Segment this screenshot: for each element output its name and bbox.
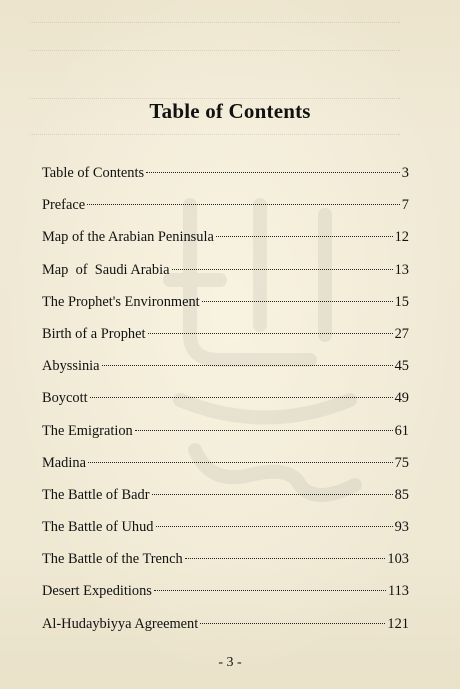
toc-entry[interactable] bbox=[42, 388, 409, 420]
dot-leader bbox=[200, 623, 385, 624]
toc-entry[interactable] bbox=[42, 485, 409, 517]
dot-leader bbox=[148, 333, 393, 334]
toc-entry[interactable] bbox=[42, 260, 409, 292]
toc-entry[interactable] bbox=[42, 163, 409, 195]
dot-leader bbox=[90, 397, 393, 398]
toc-entry-label: Preface bbox=[42, 197, 86, 214]
toc-entry-label: Map of the Arabian Peninsula bbox=[42, 229, 214, 246]
toc-entry-page: 121 bbox=[387, 615, 409, 632]
toc-entry-page: 15 bbox=[394, 293, 409, 310]
toc-entry-label: Boycott bbox=[42, 390, 88, 407]
toc-entry-label: The Emigration bbox=[42, 422, 133, 439]
toc-entry-page: 27 bbox=[394, 325, 409, 342]
dot-leader bbox=[152, 494, 393, 495]
dot-leader bbox=[202, 301, 393, 302]
toc-entry[interactable] bbox=[42, 517, 409, 549]
toc-entry[interactable] bbox=[42, 421, 409, 453]
toc-entry-label: Al-Hudaybiyya Agreement bbox=[42, 615, 199, 632]
table-of-contents bbox=[42, 163, 409, 646]
toc-entry[interactable] bbox=[42, 195, 409, 227]
toc-entry[interactable] bbox=[42, 356, 409, 388]
toc-entry-page: 13 bbox=[394, 261, 409, 278]
dot-leader bbox=[135, 430, 393, 431]
toc-entry-page: 85 bbox=[394, 486, 409, 503]
toc-entry-label: The Prophet's Environment bbox=[42, 293, 200, 310]
dot-leader bbox=[216, 236, 393, 237]
toc-entry[interactable] bbox=[42, 324, 409, 356]
toc-entry-label: Birth of a Prophet bbox=[42, 325, 146, 342]
toc-entry-label: Abyssinia bbox=[42, 358, 100, 375]
dot-leader bbox=[185, 558, 386, 559]
toc-entry-label: The Battle of Uhud bbox=[42, 519, 154, 536]
toc-entry[interactable] bbox=[42, 614, 409, 646]
toc-entry-page: 75 bbox=[394, 454, 409, 471]
toc-entry-page: 103 bbox=[387, 551, 409, 568]
toc-entry-label: Table of Contents bbox=[42, 165, 145, 181]
dot-leader bbox=[102, 365, 393, 366]
page-number: - 3 - bbox=[218, 655, 242, 670]
dot-leader bbox=[154, 590, 386, 591]
toc-entry-page: 93 bbox=[394, 519, 409, 536]
toc-entry-label: Map of Saudi Arabia bbox=[42, 261, 170, 278]
toc-entry-label: Desert Expeditions bbox=[42, 583, 152, 600]
toc-entry-page: 61 bbox=[394, 422, 409, 439]
toc-entry[interactable] bbox=[42, 549, 409, 581]
toc-entry-page: 12 bbox=[394, 229, 409, 246]
toc-entry-page: 113 bbox=[387, 583, 409, 600]
toc-entry[interactable] bbox=[42, 453, 409, 485]
toc-entry[interactable] bbox=[42, 581, 409, 613]
toc-entry[interactable] bbox=[42, 292, 409, 324]
dot-leader bbox=[88, 462, 393, 463]
dot-leader bbox=[87, 204, 400, 205]
bleed-through-text bbox=[0, 0, 460, 150]
toc-entry-page: 3 bbox=[401, 165, 409, 181]
toc-entry-page: 7 bbox=[401, 197, 409, 214]
toc-entry-label: The Battle of the Trench bbox=[42, 551, 183, 568]
toc-entry-page: 49 bbox=[394, 390, 409, 407]
toc-entry-label: The Battle of Badr bbox=[42, 486, 150, 503]
dot-leader bbox=[172, 269, 393, 270]
dot-leader bbox=[156, 526, 393, 527]
toc-entry-label: Madina bbox=[42, 454, 86, 471]
toc-entry[interactable] bbox=[42, 227, 409, 259]
dot-leader bbox=[146, 172, 400, 173]
toc-entry-page: 45 bbox=[394, 358, 409, 375]
page-title: Table of Contents bbox=[149, 99, 311, 123]
